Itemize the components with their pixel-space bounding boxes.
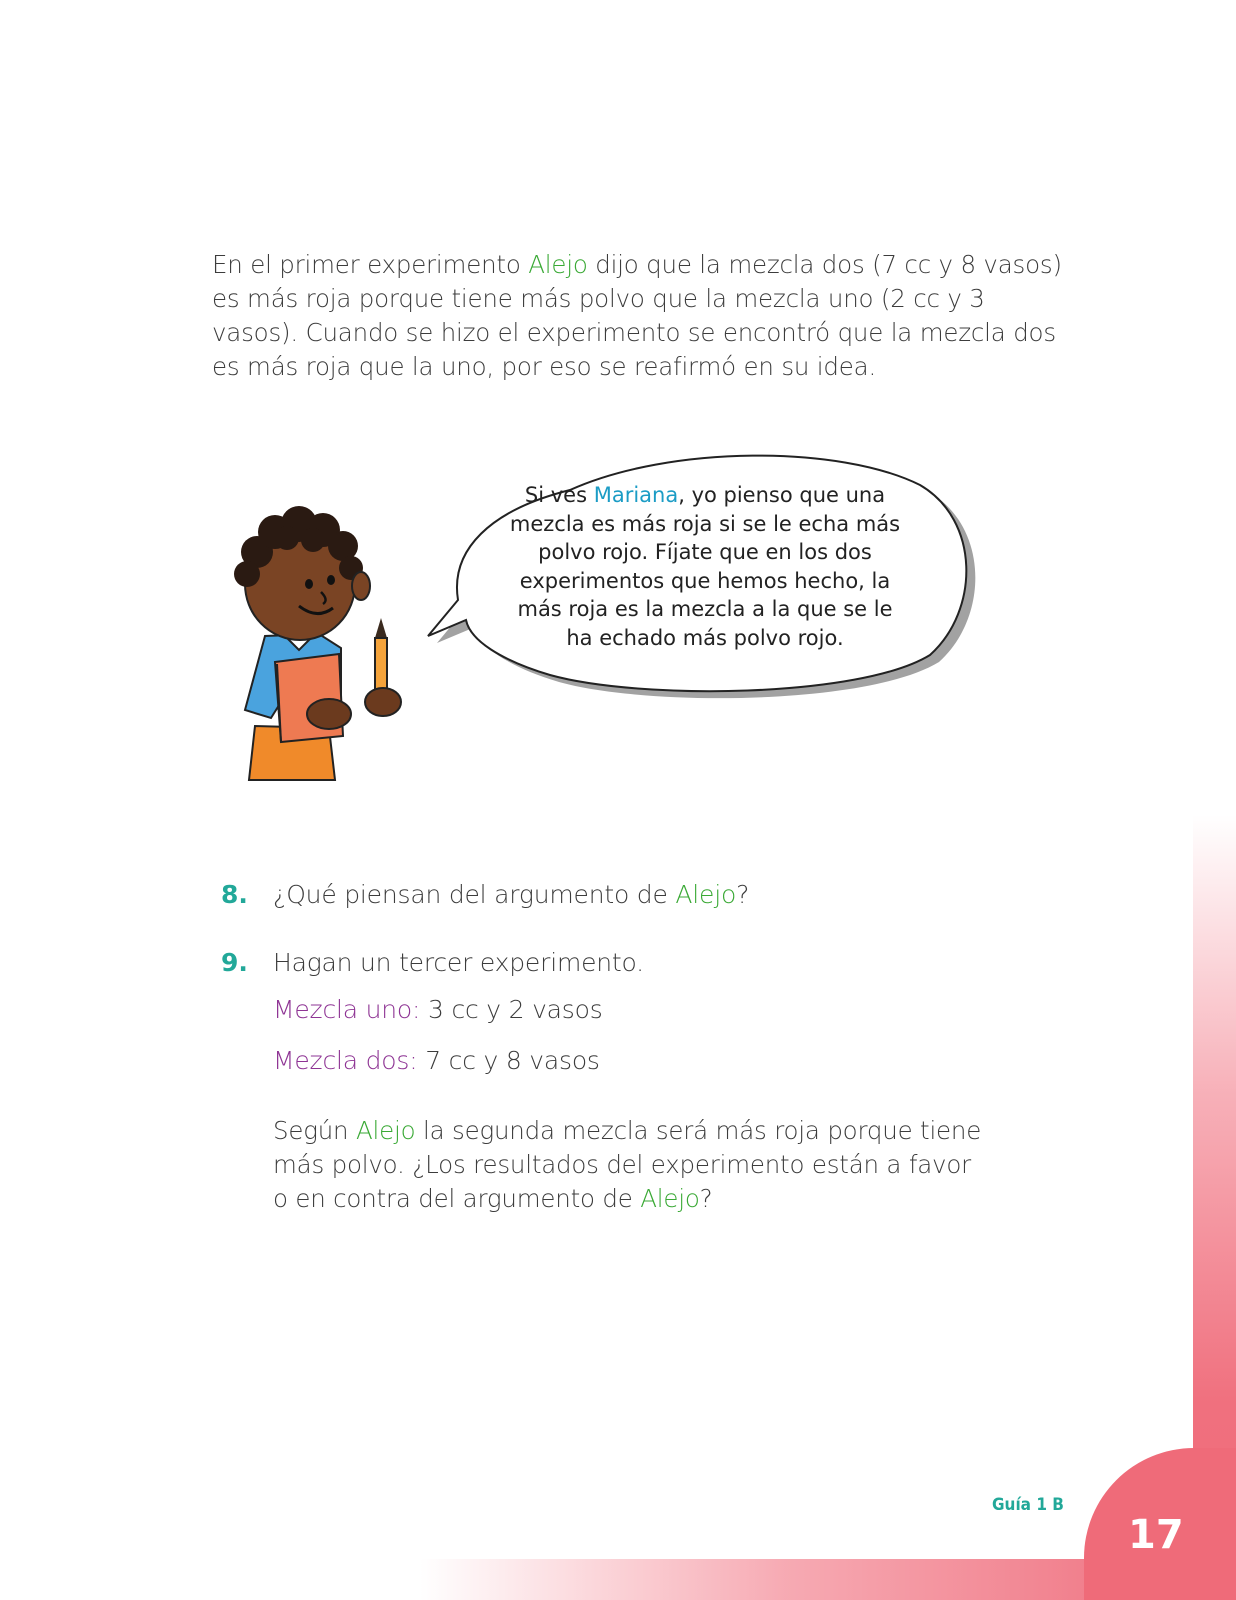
character-name-alejo: Alejo xyxy=(675,880,737,909)
mixture-one-value: 3 cc y 2 vasos xyxy=(420,995,603,1024)
character-name-alejo: Alejo xyxy=(355,1116,416,1145)
question-8-text-2: ? xyxy=(736,880,750,909)
question-9-number: 9. xyxy=(221,948,248,977)
character-name-mariana: Mariana xyxy=(593,483,679,507)
question-9-text: Hagan un tercer experimento. xyxy=(273,948,644,977)
question-8-text xyxy=(273,880,749,909)
mixture-one-line xyxy=(273,995,603,1024)
question-8-number: 8. xyxy=(221,880,248,909)
closing-text-2: la segunda mezcla será más roja porque tiene más polvo. ¿Los resultados del experimento están a favor o en contra del argumento de xyxy=(273,1116,982,1213)
closing-text-1: Según xyxy=(273,1116,356,1145)
boy-illustration xyxy=(225,488,415,788)
guide-label: Guía 1 B xyxy=(992,1495,1064,1515)
bubble-text-2: , yo pienso que una mezcla es más roja si se le echa más polvo rojo. Fíjate que en los dos experimentos que hemos hecho, la más roja es la mezcla a la que se le ha echado más polvo rojo. xyxy=(509,483,901,650)
question-8-text-1: ¿Qué piensan del argumento de xyxy=(273,880,676,909)
intro-text-1: En el primer experimento xyxy=(212,250,529,279)
mixture-two-label: Mezcla dos: xyxy=(273,1046,418,1075)
closing-text-3: ? xyxy=(699,1184,713,1213)
bubble-text-1: Si ves xyxy=(524,483,594,507)
closing-paragraph xyxy=(273,1114,993,1216)
page-number: 17 xyxy=(1128,1512,1184,1558)
mixture-one-label: Mezcla uno: xyxy=(273,995,421,1024)
mixture-two-value: 7 cc y 8 vasos xyxy=(417,1046,600,1075)
speech-bubble-text xyxy=(505,481,905,652)
character-name-alejo: Alejo xyxy=(640,1184,700,1213)
character-name-alejo: Alejo xyxy=(528,250,588,279)
intro-paragraph xyxy=(212,248,1062,384)
intro-text-2: dijo que la mezcla dos (7 cc y 8 vasos) es más roja porque tiene más polvo que la mezcla uno (2 cc y 3 vasos). Cuando se hizo el experimento se encontró que la mezcla dos es más roja que la uno, por eso se reafirmó en su idea. xyxy=(212,250,1062,381)
mixture-two-line xyxy=(273,1046,600,1075)
